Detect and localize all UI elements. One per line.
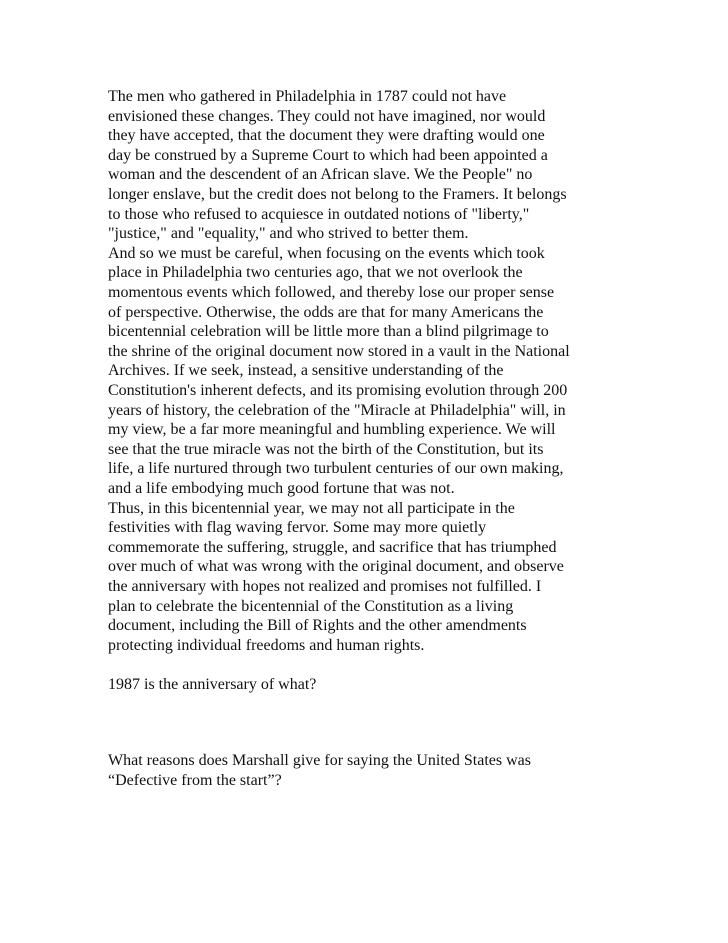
text-line: see that the true miracle was not the birth of the Constitution, but its [108,440,544,458]
text-line: the shrine of the original document now stored in a vault in the National [108,342,570,360]
text-line: my view, be a far more meaningful and humbling experience. We will [108,421,556,439]
question-text: What reasons does Marshall give for saying the United States was [108,752,532,769]
text-line: over much of what was wrong with the original document, and observe [108,558,564,576]
text-line: bicentennial celebration will be little more than a blind pilgrimage to [108,323,549,341]
text-line: commemorate the suffering, struggle, and sacrifice that has triumphed [108,538,557,556]
text-line: and a life embodying much good fortune that was not. [108,479,455,497]
text-line: years of history, the celebration of the "Miracle at Philadelphia" will, in [108,401,566,419]
text-line: document, including the Bill of Rights and the other amendments [108,617,527,635]
text-line: envisioned these changes. They could not have imagined, nor would [108,107,546,125]
text-line: plan to celebrate the bicentennial of the Constitution as a living [108,597,514,615]
question-text: 1987 is the anniversary of what? [108,676,317,693]
text-line: place in Philadelphia two centuries ago, that we not overlook the [108,264,523,282]
question-1 [108,675,628,695]
text-line: day be construed by a Supreme Court to which had been appointed a [108,146,548,164]
text-line: life, a life nurtured through two turbulent centuries of our own making, [108,460,564,478]
text-line: The men who gathered in Philadelphia in 1787 could not have [108,88,507,105]
text-line: protecting individual freedoms and human rights. [108,636,425,654]
text-line: momentous events which followed, and thereby lose our proper sense [108,283,555,301]
question-text: “Defective from the start”? [108,771,282,789]
text-line: the anniversary with hopes not realized and promises not fulfilled. I [108,577,542,595]
passage-paragraph-1 [108,87,628,244]
text-line: Constitution's inherent defects, and its promising evolution through 200 [108,381,568,399]
text-line: to those who refused to acquiesce in outdated notions of "liberty," [108,205,530,223]
text-line: Archives. If we seek, instead, a sensitive understanding of the [108,362,504,380]
text-line: And so we must be careful, when focusing on the events which took [108,244,545,262]
text-line: woman and the descendent of an African slave. We the People" no [108,166,533,184]
text-line: Thus, in this bicentennial year, we may not all participate in the [108,499,515,517]
passage-paragraph-2 [108,244,628,499]
text-line: "justice," and "equality," and who strived to better them. [108,225,469,243]
text-line: longer enslave, but the credit does not belong to the Framers. It belongs [108,185,567,203]
passage-paragraph-3 [108,499,628,656]
question-2 [108,751,628,790]
text-line: festivities with flag waving fervor. Some may more quietly [108,519,487,537]
text-line: of perspective. Otherwise, the odds are that for many Americans the [108,303,544,321]
text-line: they have accepted, that the document they were drafting would one [108,127,545,145]
